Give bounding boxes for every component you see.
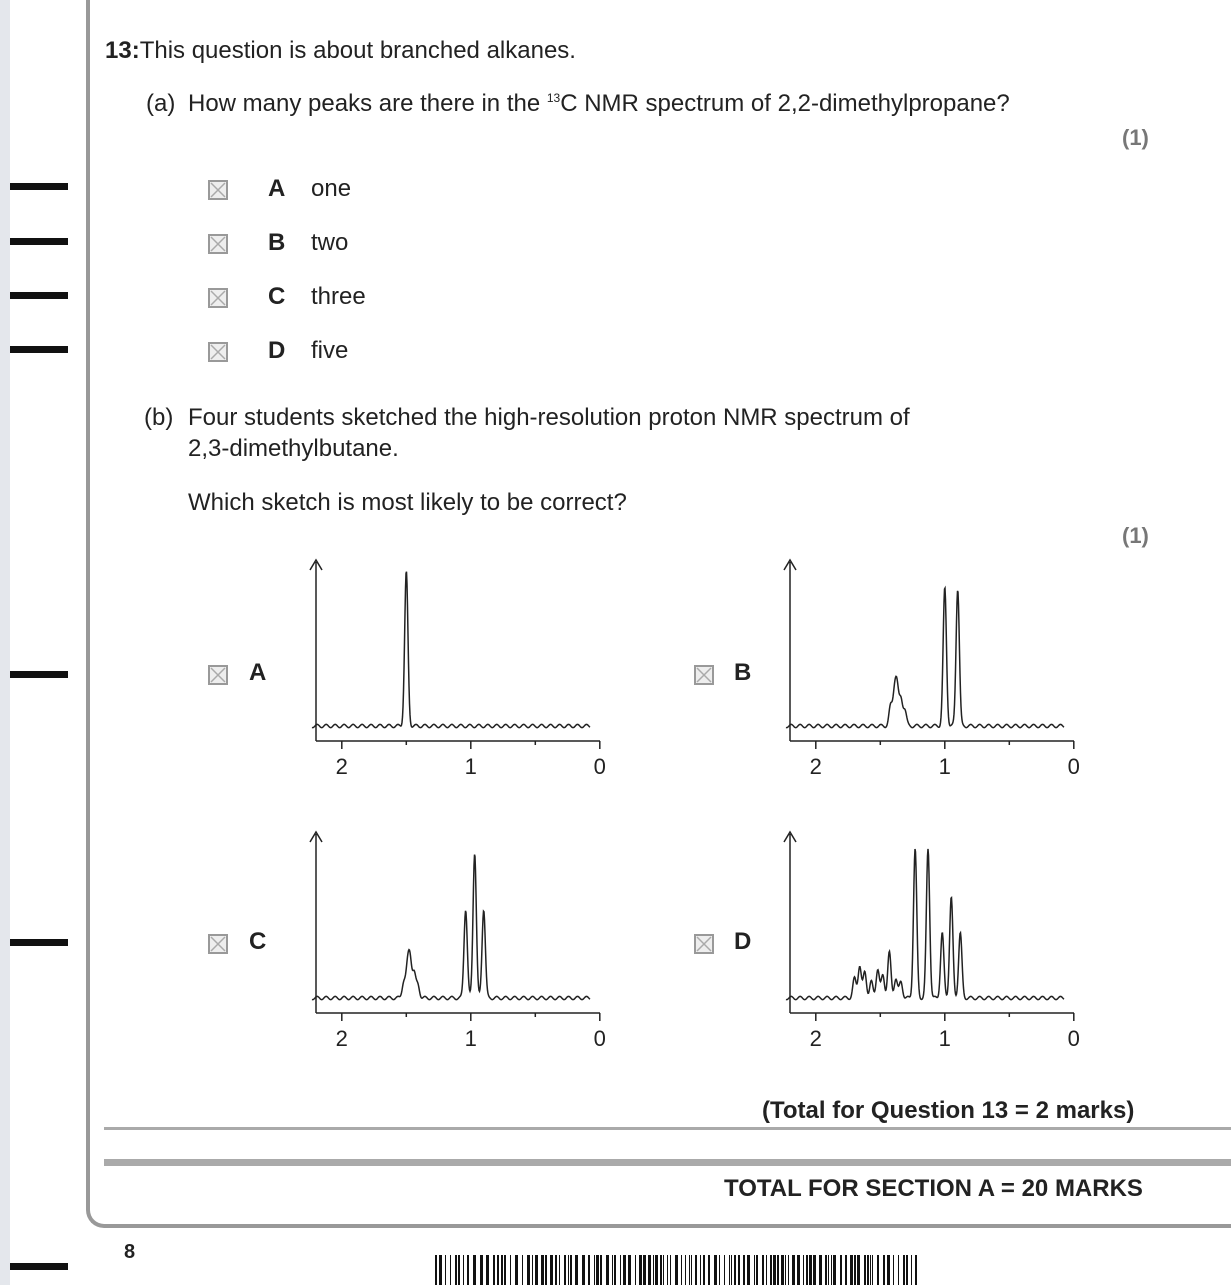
x-tick-label: 2 — [809, 754, 822, 779]
sketch-checkbox[interactable] — [208, 665, 228, 685]
sketch-letter: D — [734, 928, 752, 955]
option-letter: B — [268, 229, 286, 256]
part-b-prompt: Which sketch is most likely to be correct? — [188, 489, 627, 516]
option-text: one — [311, 175, 352, 202]
x-tick-label: 1 — [938, 1026, 951, 1051]
margin-mark — [10, 238, 68, 245]
nmr-sketch-C — [306, 828, 606, 1058]
option-checkbox[interactable] — [208, 234, 228, 254]
divider-thick — [104, 1159, 1231, 1166]
option-checkbox[interactable] — [208, 288, 228, 308]
option-letter: C — [268, 283, 286, 310]
part-b-label: (b) — [144, 404, 174, 431]
spectrum-trace — [786, 849, 1064, 1000]
y-axis — [310, 832, 322, 1013]
margin-mark — [10, 939, 68, 946]
part-b-text-2: 2,3-dimethylbutane. — [188, 435, 399, 462]
sketch-letter: B — [734, 659, 752, 686]
x-tick-label: 0 — [593, 754, 606, 779]
option-checkbox[interactable] — [208, 180, 228, 200]
sketch-checkbox[interactable] — [208, 934, 228, 954]
margin-mark — [10, 1263, 68, 1270]
nmr-sketch-A — [306, 556, 606, 786]
part-a-label: (a) — [146, 90, 176, 117]
sketch-checkbox[interactable] — [694, 665, 714, 685]
divider — [104, 1127, 1231, 1130]
x-tick-label: 0 — [1067, 754, 1080, 779]
y-axis — [310, 560, 322, 741]
y-axis — [784, 560, 796, 741]
x-tick-label: 1 — [464, 754, 477, 779]
x-tick-label: 0 — [593, 1026, 606, 1051]
spectrum-trace — [786, 588, 1064, 727]
x-tick-label: 0 — [1067, 1026, 1080, 1051]
option-checkbox[interactable] — [208, 342, 228, 362]
margin-mark — [10, 346, 68, 353]
question-total: (Total for Question 13 = 2 marks) — [762, 1097, 1135, 1124]
x-tick-label: 2 — [809, 1026, 822, 1051]
margin-mark — [10, 671, 68, 678]
sketch-letter: C — [249, 928, 267, 955]
option-text: five — [311, 337, 349, 364]
option-letter: D — [268, 337, 286, 364]
x-tick-label: 1 — [938, 754, 951, 779]
spectrum-trace — [312, 572, 590, 728]
margin-mark — [10, 183, 68, 190]
margin-mark — [10, 292, 68, 299]
page-edge — [0, 0, 10, 1285]
page-number: 8 — [124, 1241, 136, 1263]
question-heading — [105, 37, 576, 65]
x-tick-label: 2 — [335, 1026, 348, 1051]
question-intro: This question is about branched alkanes. — [139, 37, 576, 64]
question-number: 13: — [105, 37, 140, 64]
part-b-marks: (1) — [1122, 523, 1149, 548]
option-text: three — [311, 283, 366, 310]
y-axis — [784, 832, 796, 1013]
barcode — [435, 1255, 920, 1285]
section-total: TOTAL FOR SECTION A = 20 MARKS — [724, 1175, 1143, 1202]
sketch-letter: A — [249, 659, 267, 686]
spectrum-trace — [312, 855, 590, 1000]
x-tick-label: 2 — [335, 754, 348, 779]
option-letter: A — [268, 175, 286, 202]
part-a-marks: (1) — [1122, 125, 1149, 150]
x-tick-label: 1 — [464, 1026, 477, 1051]
nmr-sketch-B — [780, 556, 1080, 786]
part-a-question: How many peaks are there in the $^{13}$C NMR spectrum of 2,2-dimethylpropane? — [188, 90, 1010, 117]
part-b-text-1: Four students sketched the high-resolution proton NMR spectrum of — [188, 404, 910, 431]
option-text: two — [311, 229, 349, 256]
nmr-sketch-D — [780, 828, 1080, 1058]
sketch-checkbox[interactable] — [694, 934, 714, 954]
